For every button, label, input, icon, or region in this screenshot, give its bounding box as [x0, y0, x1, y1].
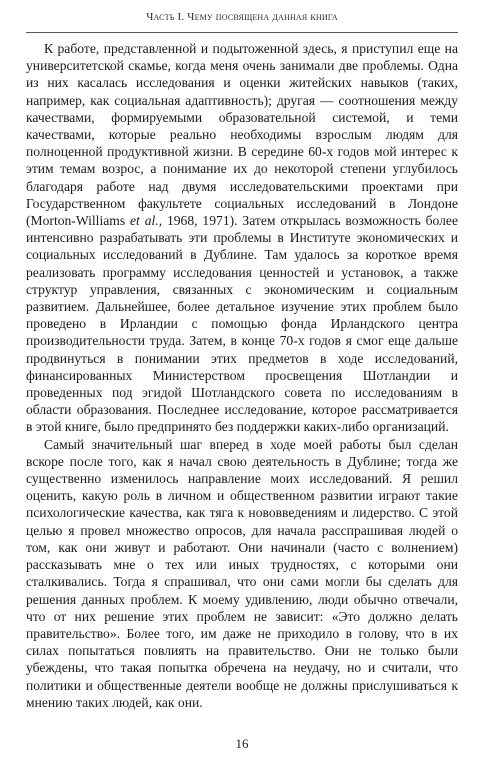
body-text: [26, 40, 458, 711]
running-head: Часть I. Чему посвящена данная книга: [146, 11, 338, 23]
citation-et-al: et al.: [130, 213, 159, 229]
paragraph-1: [26, 40, 458, 436]
header-rule: [26, 32, 458, 33]
page-number: 16: [235, 736, 249, 751]
paragraph-2: Самый значительный шаг вперед в ходе моей работы был сделан вскоре после того, как я начал свою деятельность в Дублине; тогда же существенно изменилось направление моих исследований. Я решил оценить, какую роль в личном и общественном развитии играют такие психологические качества, как тяга к нововведениям и лидерство. С этой целью я провел множество опросов, для начала расспрашивая людей о том, как они живут и работают. Они начинали (часто с волнением) рассказывать мне о тех или иных трудностях, с которыми они сталкивались. Тогда я спрашивал, что они сами могли бы сделать для решения данных проблем. К моему удивлению, люди обычно отвечали, что от них решение этих проблем не зависит: «Это должно делать правительство». Более того, им даже не приходило в голову, что в их силах попытаться повлиять на правительство. Они не только были убеждены, что такая попытка обречена на неудачу, но и считали, что политики и общественные деятели вообще не должны прислушиваться к мнению таких людей, как они.: [26, 436, 458, 710]
paragraph-1-text-a: К работе, представленной и подытоженной здесь, я приступил еще на университетской скамье, когда меня очень занимали две проблемы. Одна из них касалась исследования и оценки житейских навыков (таких, например, как социальная адаптивность); другая — соотношения между качествами, формируемыми образовательной системой, и теми качествами, которые реально необходимы взрослым людям для полноценной продуктивной жизни. В середине 60-х годов мой интерес к этим темам возрос, а понимание их до некоторой степени углубилось благодаря работе над двумя исследовательскими проектами при Государственном факультете социальных исследований в Лондоне (Morton-Williams: [26, 41, 458, 229]
paragraph-1-text-b: , 1968, 1971). Затем открылась возможность более интенсивно разрабатывать эти проблемы в Институте экономических и социальных исследований в Дублине. Там удалось за короткое время реализовать программу исследования ценностей и установок, а также структур управления, связанных с экономическим и социальным развитием. Дальнейшее, более детальное изучение этих проблем было проведено в Ирландии с помощью фонда Ирландского центра производительности труда. Затем, в конце 70-х годов я смог еще дальше продвинуться в понимании этих предметов в ходе исследований, финансированных Министерством просвещения Шотландии и проведенных под эгидой Шотландского совета по исследованиям в области образования. Последнее исследование, которое рассматривается в этой книге, было предпринято без поддержки каких-либо организаций.: [26, 213, 459, 435]
